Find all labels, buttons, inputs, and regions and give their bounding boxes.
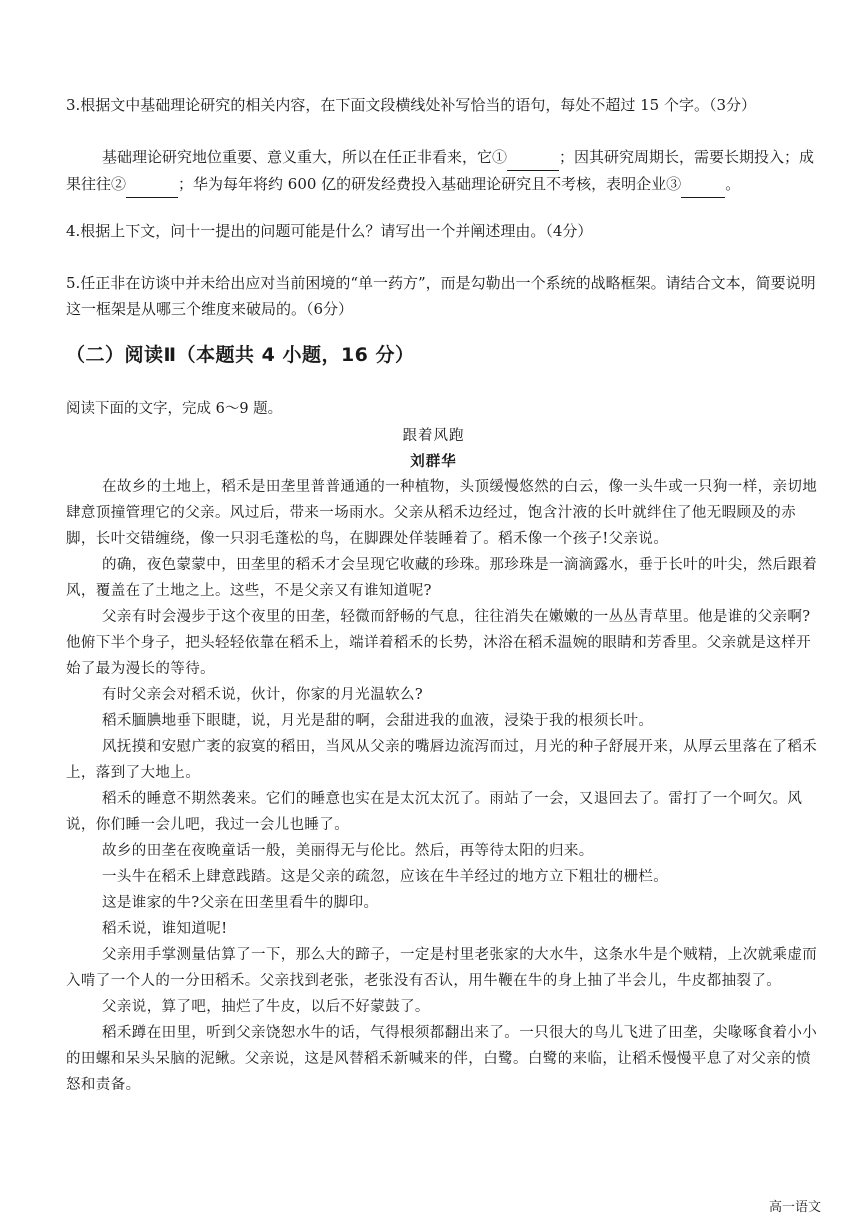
story-paragraph: 父亲用手掌测量估算了一下，那么大的蹄子，一定是村里老张家的大水牛，这条水牛是个贼精，上次就乘虚而入啃了一个人的一分田稻禾。父亲找到老张，老张没有否认，用牛鞭在牛的身上抽了半会儿，牛皮都抽裂了。 [66,947,818,989]
answer-blank-2[interactable] [126,171,178,198]
story-paragraph: 在故乡的土地上，稻禾是田垄里普普通通的一种植物，头顶缓慢悠然的白云，像一头牛或一只狗一样，亲切地肆意顶撞管理它的父亲。风过后，带来一场雨水。父亲从稻禾边经过，饱含汁液的长叶就绊住了他无暇顾及的赤脚，长叶交错缠绕，像一只羽毛蓬松的鸟，在脚踝处佯装睡着了。稻禾像一个孩子!父亲说。 [66,479,818,547]
question-3-text-b: ；因其研究周期长，需要长期投入；成果往往② [66,148,815,193]
story-body [66,474,822,1098]
story-title: 跟着风跑 [402,428,465,444]
question-3-text-c: ；华为每年将约 600 亿的研发经费投入基础理论研究且不考核，表明企业③ [178,175,682,193]
answer-blank-1[interactable] [507,144,559,171]
story-paragraph: 稻禾腼腆地垂下眼睫，说，月光是甜的啊，会甜进我的血液，浸染于我的根须长叶。 [102,713,654,729]
story-paragraph: 稻禾的睡意不期然袭来。它们的睡意也实在是太沉太沉了。雨站了一会，又退回去了。雷打了一个呵欠。风说，你们睡一会儿吧，我过一会儿也睡了。 [66,791,803,833]
reading-instructions: 阅读下面的文字，完成 6～9 题。 [66,401,283,417]
question-5: 5.任正非在访谈中并未给出应对当前困境的“单一药方”，而是勾勒出一个系统的战略框架。请结合文本，简要说明这一框架是从哪三个维度来破局的。（6分） [66,274,816,318]
story-paragraph: 有时父亲会对稻禾说，伙计，你家的月光温软么? [102,687,424,703]
story-paragraph: 这是谁家的牛?父亲在田垄里看牛的脚印。 [102,895,379,911]
page-footer: 高一语文 [768,1200,821,1215]
story-paragraph: 的确，夜色蒙蒙中，田垄里的稻禾才会呈现它收藏的珍珠。那珍珠是一滴滴露水，垂于长叶的叶尖，然后跟着风，覆盖在了土地之上。这些，不是父亲又有谁知道呢? [66,557,818,599]
answer-blank-3[interactable] [681,171,725,198]
question-3-text-d: 。 [725,175,741,193]
question-3-text-a: 基础理论研究地位重要、意义重大，所以在任正非看来，它① [102,148,508,166]
story-paragraph: 一头牛在稻禾上肆意践踏。这是父亲的疏忽，应该在牛羊经过的地方立下粗壮的栅栏。 [102,869,669,885]
story-paragraph: 父亲说，算了吧，抽烂了牛皮，以后不好蒙鼓了。 [102,999,430,1015]
story-author: 刘群华 [410,453,457,470]
story-paragraph: 故乡的田垄在夜晚童话一般，美丽得无与伦比。然后，再等待太阳的归来。 [102,843,594,859]
story-paragraph: 父亲有时会漫步于这个夜里的田垄，轻微而舒畅的气息，往往消失在嫩嫩的一丛丛青草里。他是谁的父亲啊?他俯下半个身子，把头轻轻依靠在稻禾上，端详着稻禾的长势，沐浴在稻禾温婉的眼睛和芳香里。父亲就是这样开始了最为漫长的等待。 [66,609,811,677]
question-4: 4.根据上下文，问十一提出的问题可能是什么？请写出一个并阐述理由。（4分） [66,222,593,240]
question-3-passage [66,144,822,198]
question-3-prompt: 3.根据文中基础理论研究的相关内容，在下面文段横线处补写恰当的语句，每处不超过 15 个字。（3分） [66,96,756,114]
story-paragraph: 稻禾蹲在田里，听到父亲饶恕水牛的话，气得根须都翻出来了。一只很大的鸟儿飞进了田垄，尖喙啄食着小小的田螺和呆头呆脑的泥鳅。父亲说，这是风替稻禾新喊来的伴，白鹭。白鹭的来临，让稻禾慢慢平息了对父亲的愤怒和责备。 [66,1025,818,1093]
story-paragraph: 稻禾说，谁知道呢! [102,921,228,937]
story-paragraph: 风抚摸和安慰广袤的寂寞的稻田，当风从父亲的嘴唇边流泻而过，月光的种子舒展开来，从厚云里落在了稻禾上，落到了大地上。 [66,739,818,781]
section-title: （二）阅读Ⅱ（本题共 4 小题，16 分） [66,344,415,366]
